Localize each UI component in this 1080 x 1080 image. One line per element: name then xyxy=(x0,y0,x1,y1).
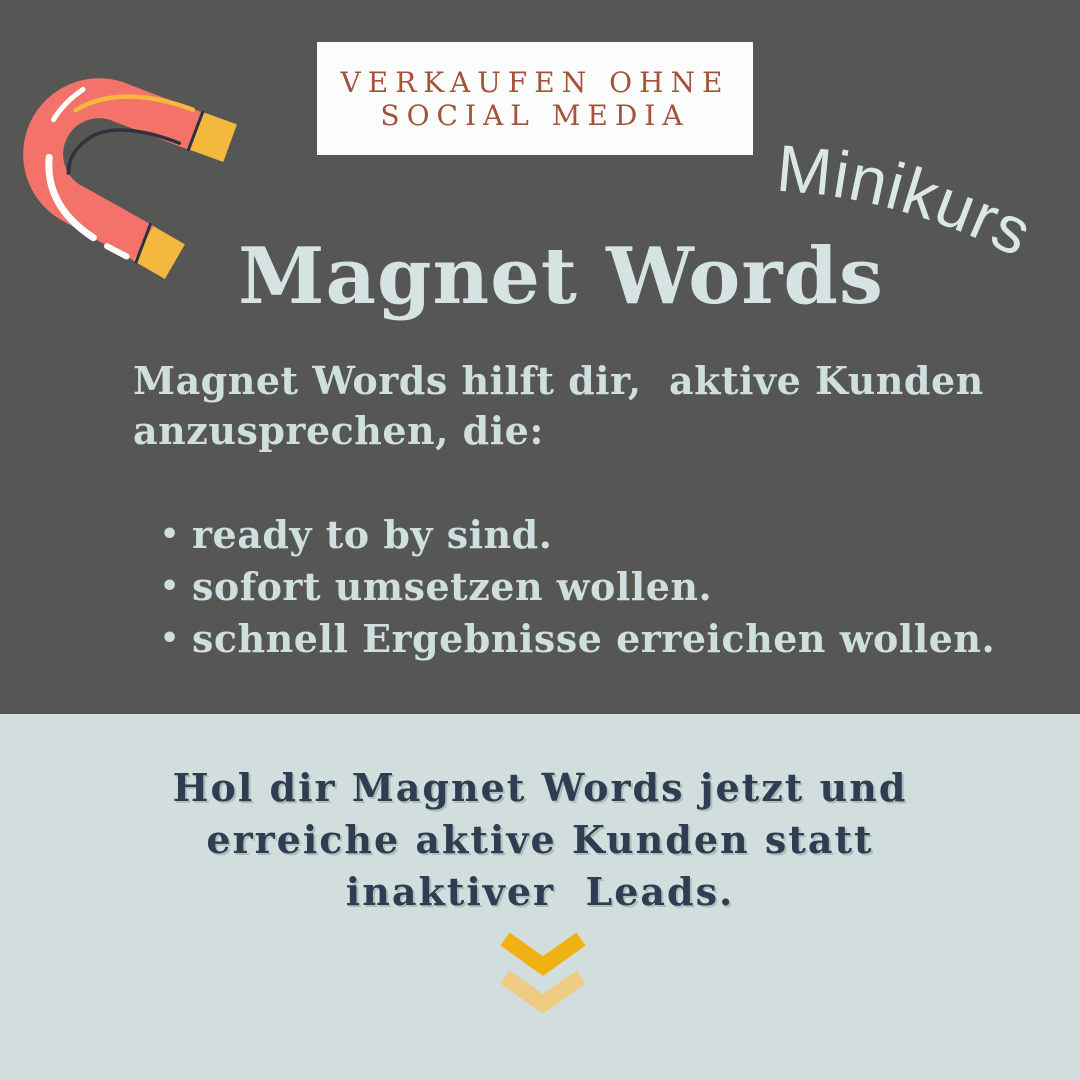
list-item xyxy=(160,509,995,561)
bullet-dot-icon: • xyxy=(160,517,180,552)
benefits-list xyxy=(160,509,995,665)
list-item xyxy=(160,561,995,613)
double-chevron-down-icon xyxy=(495,924,591,1016)
cta-text xyxy=(0,762,1080,918)
intro-line-1: Magnet Words hilft dir, aktive Kunden xyxy=(133,358,984,403)
badge-line-1: VERKAUFEN OHNE xyxy=(340,65,730,99)
page-title: Magnet Words xyxy=(238,231,884,322)
list-item-label: ready to by sind. xyxy=(192,512,553,557)
brand-badge xyxy=(317,42,753,155)
cta-line-3: inaktiver Leads. xyxy=(345,869,735,914)
badge-line-2: SOCIAL MEDIA xyxy=(380,98,690,132)
intro-line-2: anzusprechen, die: xyxy=(133,408,544,453)
ribbon-label: Minikurs xyxy=(773,130,1044,271)
bullet-dot-icon: • xyxy=(160,569,180,604)
cta-line-1: Hol dir Magnet Words jetzt und xyxy=(172,765,908,810)
list-item xyxy=(160,613,995,665)
list-item-label: schnell Ergebnisse erreichen wollen. xyxy=(192,616,996,661)
list-item-label: sofort umsetzen wollen. xyxy=(192,564,713,609)
intro-paragraph xyxy=(133,356,984,456)
cta-line-2: erreiche aktive Kunden statt xyxy=(206,817,874,862)
bullet-dot-icon: • xyxy=(160,621,180,656)
